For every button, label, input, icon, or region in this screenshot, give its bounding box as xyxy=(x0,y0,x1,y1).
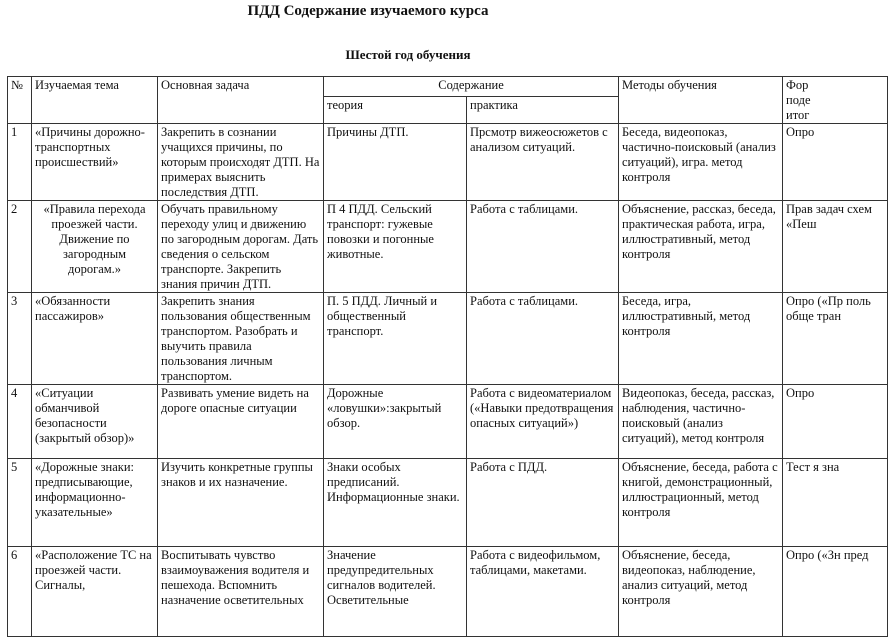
header-methods: Методы обучения xyxy=(619,77,783,124)
curriculum-table xyxy=(7,76,888,637)
row-form: Опро («Пр поль обще тран xyxy=(783,293,888,385)
header-theory: теория xyxy=(324,97,467,124)
row-form: Опро xyxy=(783,124,888,201)
row-num: 2 xyxy=(8,201,32,293)
header-form-line2: поде xyxy=(786,93,811,107)
header-form-line1: Фор xyxy=(786,78,809,92)
row-practice: Работа с таблицами. xyxy=(467,201,619,293)
row-num: 6 xyxy=(8,547,32,637)
row-theory: Дорожные «ловушки»:закрытый обзор. xyxy=(324,385,467,459)
row-task: Воспитывать чувство взаимоуважения водителя и пешехода. Вспомнить назначение осветительных xyxy=(158,547,324,637)
row-methods: Беседа, игра, иллюстративный, метод контроля xyxy=(619,293,783,385)
row-topic: «Расположение ТС на проезжей части. Сигналы, xyxy=(32,547,158,637)
document-subtitle: Шестой год обучения xyxy=(345,47,471,62)
header-task: Основная задача xyxy=(158,77,324,124)
row-topic: «Правила перехода проезжей части. Движение по загородным дорогам.» xyxy=(32,201,158,293)
row-task: Развивать умение видеть на дороге опасные ситуации xyxy=(158,385,324,459)
curriculum-table-viewport xyxy=(7,76,872,607)
table-row xyxy=(8,293,888,385)
header-topic: Изучаемая тема xyxy=(32,77,158,124)
row-form: Тест я зна xyxy=(783,459,888,547)
table-row xyxy=(8,385,888,459)
row-methods: Объяснение, рассказ, беседа, практическая работа, игра, иллюстративный, метод контроля xyxy=(619,201,783,293)
row-num: 3 xyxy=(8,293,32,385)
header-content: Содержание xyxy=(324,77,619,97)
row-task: Изучить конкретные группы знаков и их назначение. xyxy=(158,459,324,547)
row-practice: Работа с видеоматериалом («Навыки предотвращения опасных ситуаций») xyxy=(467,385,619,459)
row-practice: Работа с видеофильмом, таблицами, макетами. xyxy=(467,547,619,637)
row-practice: Работа с ПДД. xyxy=(467,459,619,547)
row-theory: Значение предупредительных сигналов водителей. Осветительные xyxy=(324,547,467,637)
table-row xyxy=(8,547,888,637)
table-row xyxy=(8,124,888,201)
row-methods: Объяснение, беседа, видеопоказ, наблюдение, анализ ситуаций, метод контроля xyxy=(619,547,783,637)
row-num: 4 xyxy=(8,385,32,459)
table-header-row xyxy=(8,77,888,97)
row-form: Опро («Зн пред xyxy=(783,547,888,637)
document-title: ПДД Содержание изучаемого курса xyxy=(247,3,489,19)
header-form xyxy=(783,77,888,124)
header-form-line3: итог xyxy=(786,108,810,122)
row-theory: Причины ДТП. xyxy=(324,124,467,201)
row-form: Прав задач схем «Пеш xyxy=(783,201,888,293)
row-task: Обучать правильному переходу улиц и движению по загородным дорогам. Дать сведения о сельском транспорте. Закрепить знания причин ДТП. xyxy=(158,201,324,293)
row-theory: П 4 ПДД. Сельский транспорт: гужевые повозки и погонные животные. xyxy=(324,201,467,293)
row-topic: «Дорожные знаки: предписывающие, информационно-указательные» xyxy=(32,459,158,547)
row-num: 1 xyxy=(8,124,32,201)
row-practice: Прсмотр вижеосюжетов с анализом ситуаций. xyxy=(467,124,619,201)
row-form: Опро xyxy=(783,385,888,459)
row-practice: Работа с таблицами. xyxy=(467,293,619,385)
row-theory: Знаки особых предписаний. Информационные знаки. xyxy=(324,459,467,547)
table-row xyxy=(8,201,888,293)
row-task: Закрепить знания пользования общественным транспортом. Разобрать и выучить правила пользования личным транспортом. xyxy=(158,293,324,385)
row-methods: Объяснение, беседа, работа с книгой, демонстрационный, иллюстрационный, метод контроля xyxy=(619,459,783,547)
row-topic: «Причины дорожно-транспортных происшествий» xyxy=(32,124,158,201)
header-practice: практика xyxy=(467,97,619,124)
row-topic: «Обязанности пассажиров» xyxy=(32,293,158,385)
row-task: Закрепить в сознании учащихся причины, по которым происходят ДТП. На примерах выяснить последствия ДТП. xyxy=(158,124,324,201)
row-num: 5 xyxy=(8,459,32,547)
table-row xyxy=(8,459,888,547)
row-methods: Беседа, видеопоказ, частично-поисковый (анализ ситуаций), игра. метод контроля xyxy=(619,124,783,201)
row-theory: П. 5 ПДД. Личный и общественный транспорт. xyxy=(324,293,467,385)
row-methods: Видеопоказ, беседа, рассказ, наблюдения, частично-поисковый (анализ ситуаций), метод контроля xyxy=(619,385,783,459)
row-topic: «Ситуации обманчивой безопасности (закрытый обзор)» xyxy=(32,385,158,459)
header-num: № xyxy=(8,77,32,124)
